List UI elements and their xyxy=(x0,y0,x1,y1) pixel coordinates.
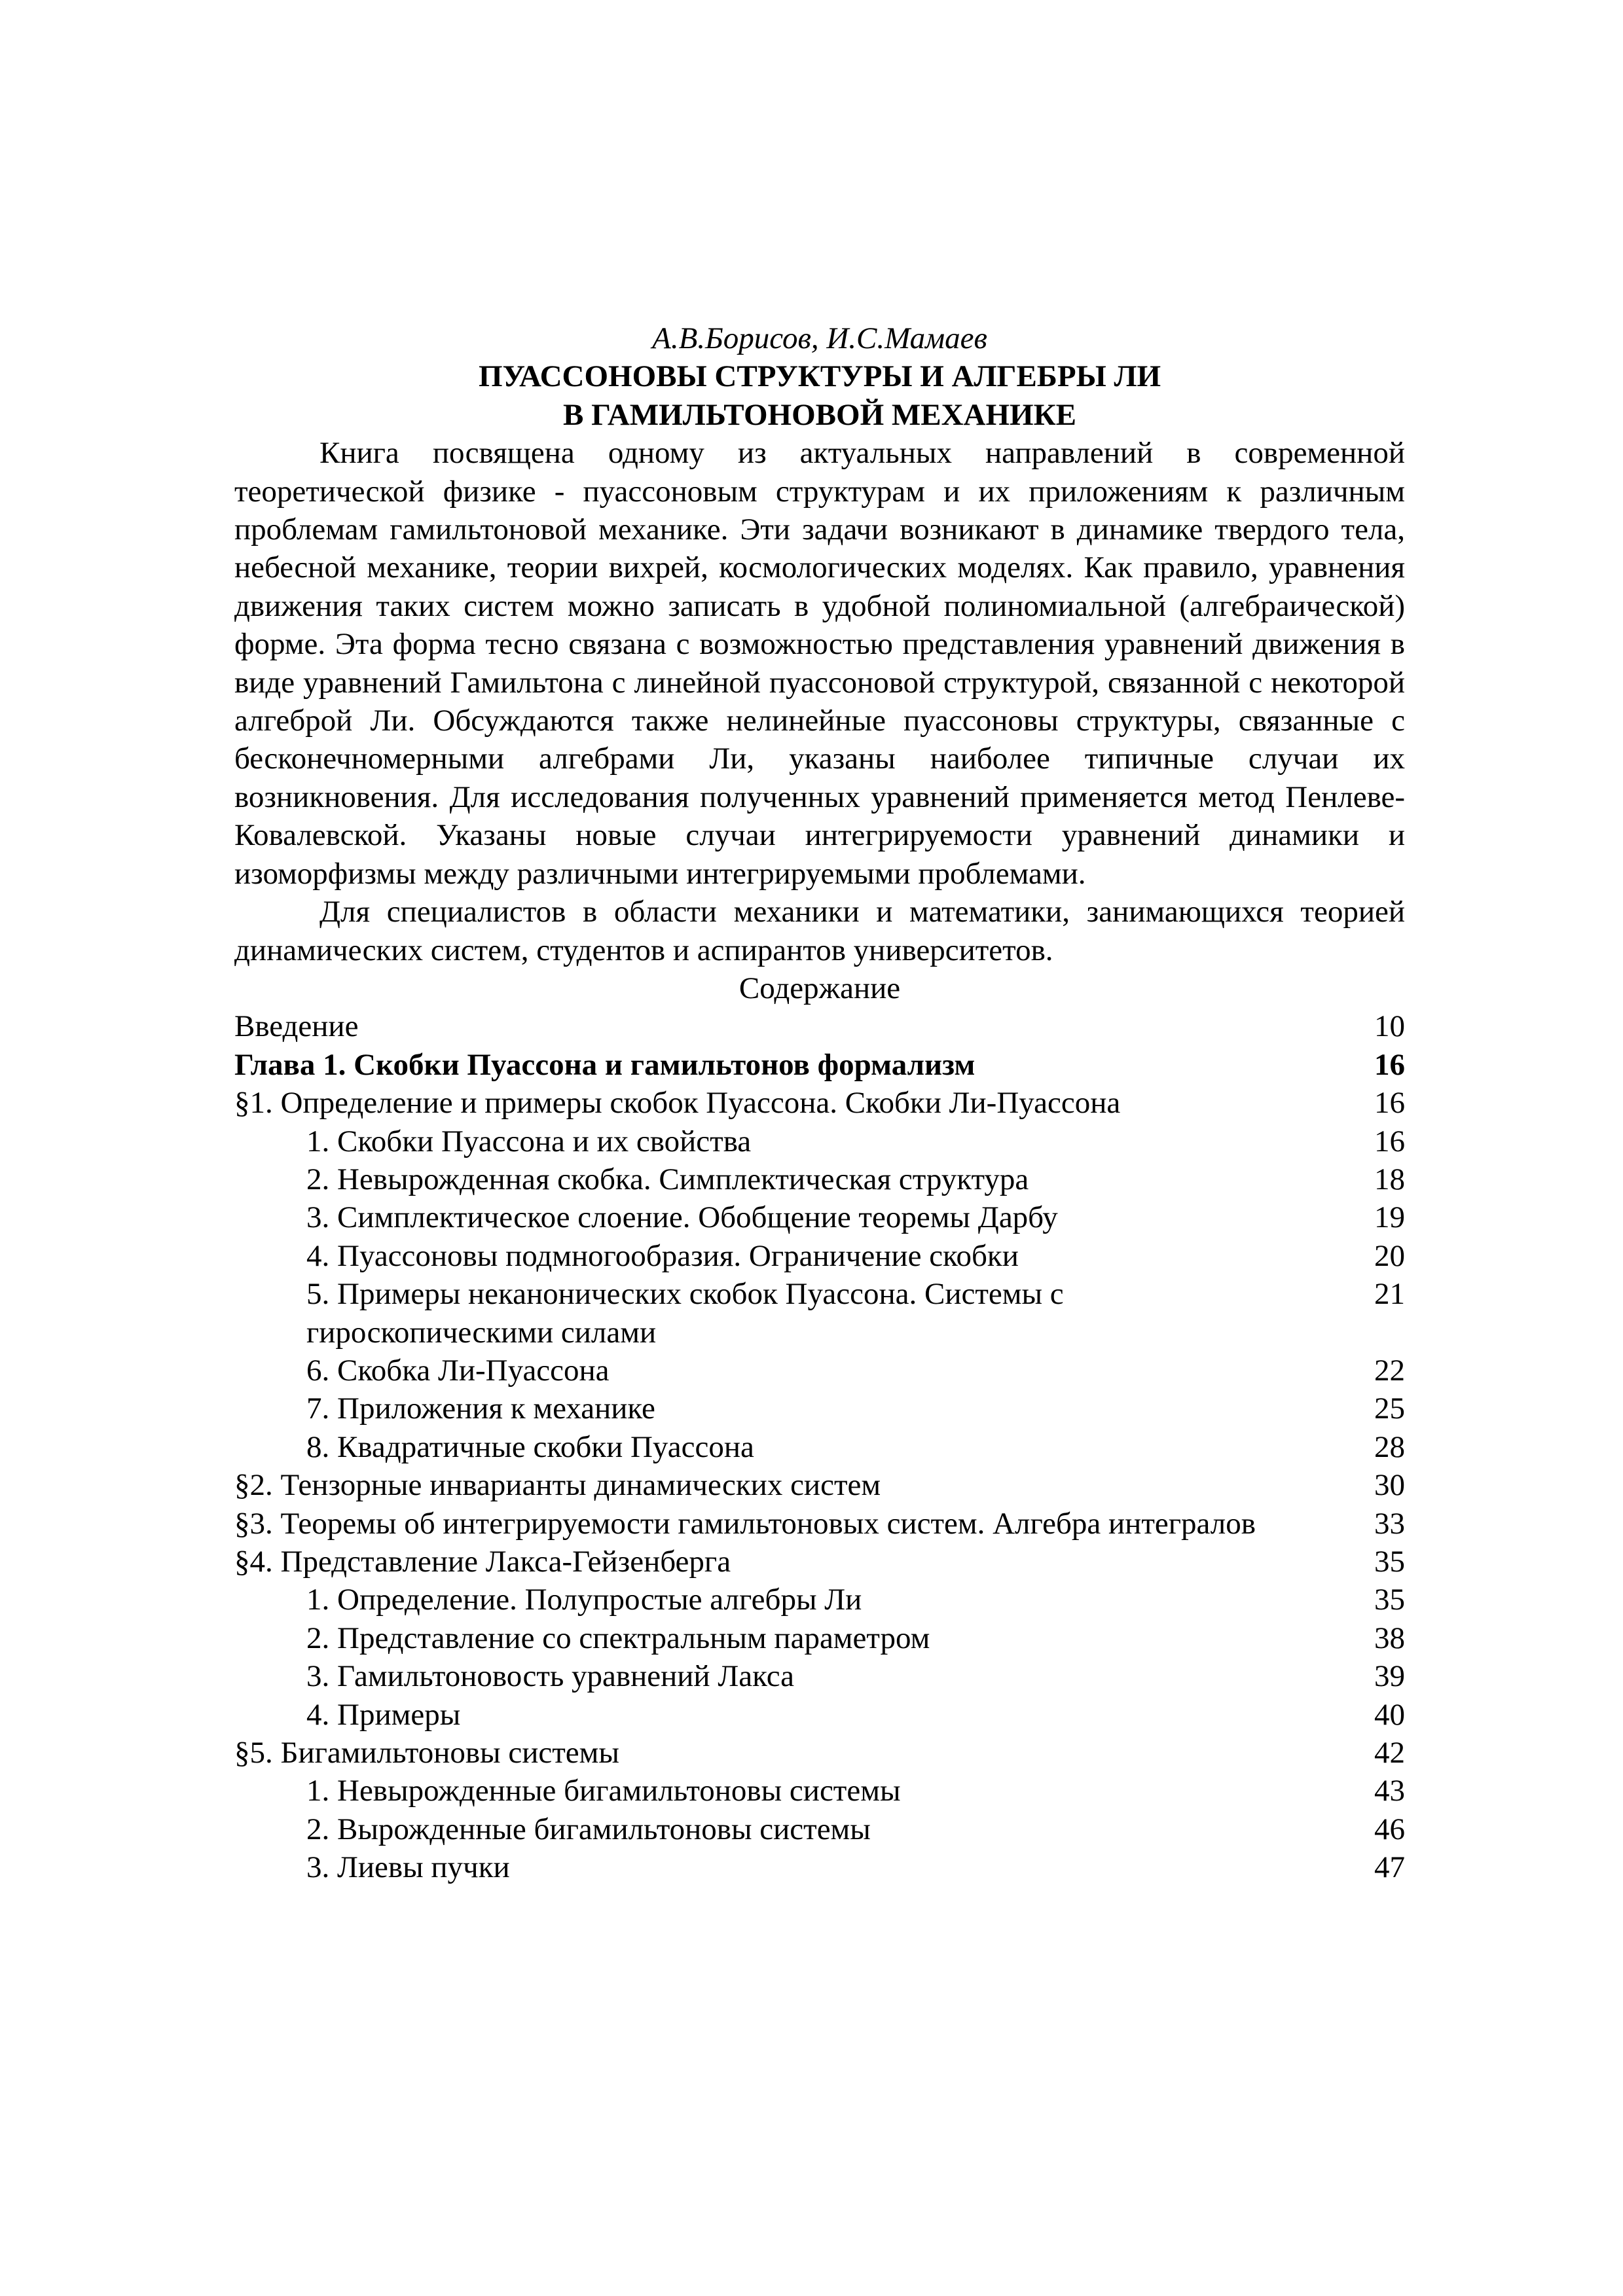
toc-entry-page: 42 xyxy=(1374,1736,1405,1770)
toc-entry-title: 7. Приложения к механике xyxy=(306,1391,655,1426)
toc-entry-title: 2. Вырожденные бигамильтоновы системы xyxy=(306,1812,871,1846)
toc-entry-subsection xyxy=(234,1390,1405,1427)
toc-entry-title: §3. Теоремы об интегрируемости гамильтоновых систем. Алгебра интегралов xyxy=(234,1506,1256,1541)
toc-entry-title: 2. Невырожденная скобка. Симплектическая структура xyxy=(306,1162,1029,1196)
table-of-contents xyxy=(234,1007,1405,1886)
toc-entry-title: 4. Примеры xyxy=(306,1697,461,1732)
toc-entry-subsection xyxy=(234,1160,1405,1198)
toc-entry-section xyxy=(234,1505,1405,1543)
toc-entry-subsection xyxy=(234,1352,1405,1390)
toc-entry-title: 6. Скобка Ли-Пуассона xyxy=(306,1353,610,1388)
toc-entry-page: 16 xyxy=(1374,1124,1405,1158)
abstract-paragraph-1: Книга посвящена одному из актуальных направлений в современной теоретической физике - пуассоновым структурам и их приложениям к различным проблемам гамильтоновой механике. Эти задачи возникают в динамике твердого тела, небесной механике, теории вихрей, космологических моделях. Как правило, уравнения движения таких систем можно записать в удобной полиномиальной (алгебраической) форме. Эта форма тесно связана с возможностью представления уравнений движения в виде уравнений Гамильтона с линейной пуассоновой структурой, связанной с некоторой алгеброй Ли. Обсуждаются также нелинейные пуассоновы структуры, связанные с бесконечномерными алгебрами Ли, указаны наиболее типичные случаи их возникновения. Для исследования полученных уравнений применяется метод Пенлеве-Ковалевской. Указаны новые случаи интегрируемости уравнений динамики и изоморфизмы между различными интегрируемыми проблемами. xyxy=(234,436,1405,891)
toc-entry-page: 39 xyxy=(1374,1659,1405,1694)
toc-entry xyxy=(234,1007,1405,1045)
authors: А.В.Борисов, И.С.Мамаев xyxy=(652,321,987,355)
toc-entry-page: 43 xyxy=(1374,1774,1405,1808)
toc-entry-page: 19 xyxy=(1374,1200,1405,1235)
toc-entry-subsection xyxy=(234,1275,1405,1352)
toc-entry-page: 16 xyxy=(1374,1047,1405,1082)
toc-entry-page: 16 xyxy=(1374,1086,1405,1121)
toc-entry-page: 20 xyxy=(1374,1238,1405,1273)
toc-entry-page: 10 xyxy=(1374,1009,1405,1044)
toc-entry-page: 21 xyxy=(1374,1277,1405,1312)
toc-entry-page: 25 xyxy=(1374,1391,1405,1426)
toc-entry-subsection xyxy=(234,1848,1405,1886)
toc-entry-title: §2. Тензорные инварианты динамических систем xyxy=(234,1468,881,1503)
toc-entry-title: 3. Симплектическое слоение. Обобщение теоремы Дарбу xyxy=(306,1200,1058,1235)
book-title-line-1: ПУАССОНОВЫ СТРУКТУРЫ И АЛГЕБРЫ ЛИ xyxy=(478,359,1161,394)
toc-entry-title: 4. Пуассоновы подмногообразия. Ограничение скобки xyxy=(306,1238,1019,1273)
toc-entry-page: 33 xyxy=(1374,1506,1405,1541)
toc-entry-section xyxy=(234,1466,1405,1504)
toc-entry-page: 40 xyxy=(1374,1697,1405,1732)
toc-entry-subsection xyxy=(234,1810,1405,1848)
toc-entry-section xyxy=(234,1084,1405,1122)
toc-entry-title: 1. Определение. Полупростые алгебры Ли xyxy=(306,1583,862,1617)
toc-entry-page: 18 xyxy=(1374,1162,1405,1196)
toc-entry-title: Введение xyxy=(234,1009,359,1044)
abstract xyxy=(234,434,1405,969)
toc-entry-title: 1. Скобки Пуассона и их свойства xyxy=(306,1124,752,1158)
toc-entry-subsection xyxy=(234,1772,1405,1810)
toc-entry-subsection xyxy=(234,1428,1405,1466)
book-title-line-2: В ГАМИЛЬТОНОВОЙ МЕХАНИКЕ xyxy=(562,397,1077,432)
toc-entry-title: §4. Представление Лакса-Гейзенберга xyxy=(234,1545,731,1579)
toc-entry-title: 3. Гамильтоновость уравнений Лакса xyxy=(306,1659,795,1694)
toc-entry-subsection xyxy=(234,1657,1405,1695)
toc-entry-title: §5. Бигамильтоновы системы xyxy=(234,1736,619,1770)
toc-entry-subsection xyxy=(234,1122,1405,1160)
toc-entry-section xyxy=(234,1543,1405,1581)
toc-entry-subsection xyxy=(234,1581,1405,1619)
toc-entry-subsection xyxy=(234,1696,1405,1734)
toc-entry-section xyxy=(234,1734,1405,1772)
contents-heading: Содержание xyxy=(739,971,901,1005)
toc-entry-title: 2. Представление со спектральным параметром xyxy=(306,1621,930,1655)
toc-entry-title: 5. Примеры неканонических скобок Пуассона. Системы с гироскопическими силами xyxy=(306,1277,1064,1350)
toc-entry-subsection xyxy=(234,1619,1405,1657)
toc-entry-page: 28 xyxy=(1374,1429,1405,1464)
toc-entry-subsection xyxy=(234,1237,1405,1275)
toc-entry-page: 35 xyxy=(1374,1583,1405,1617)
page-content xyxy=(234,319,1405,1887)
toc-entry-subsection xyxy=(234,1198,1405,1236)
toc-entry-title: §1. Определение и примеры скобок Пуассона. Скобки Ли-Пуассона xyxy=(234,1086,1121,1121)
toc-entry-chapter xyxy=(234,1046,1405,1084)
toc-entry-page: 46 xyxy=(1374,1812,1405,1846)
toc-entry-title: 8. Квадратичные скобки Пуассона xyxy=(306,1429,754,1464)
toc-entry-title: 1. Невырожденные бигамильтоновы системы xyxy=(306,1774,901,1808)
toc-entry-page: 30 xyxy=(1374,1468,1405,1503)
toc-entry-title: 3. Лиевы пучки xyxy=(306,1850,510,1885)
toc-entry-title: Глава 1. Скобки Пуассона и гамильтонов формализм xyxy=(234,1047,976,1082)
abstract-paragraph-2: Для специалистов в области механики и математики, занимающихся теорией динамических систем, студентов и аспирантов университетов. xyxy=(234,895,1405,967)
toc-entry-page: 22 xyxy=(1374,1353,1405,1388)
toc-entry-page: 35 xyxy=(1374,1545,1405,1579)
toc-entry-page: 47 xyxy=(1374,1850,1405,1885)
toc-entry-page: 38 xyxy=(1374,1621,1405,1655)
